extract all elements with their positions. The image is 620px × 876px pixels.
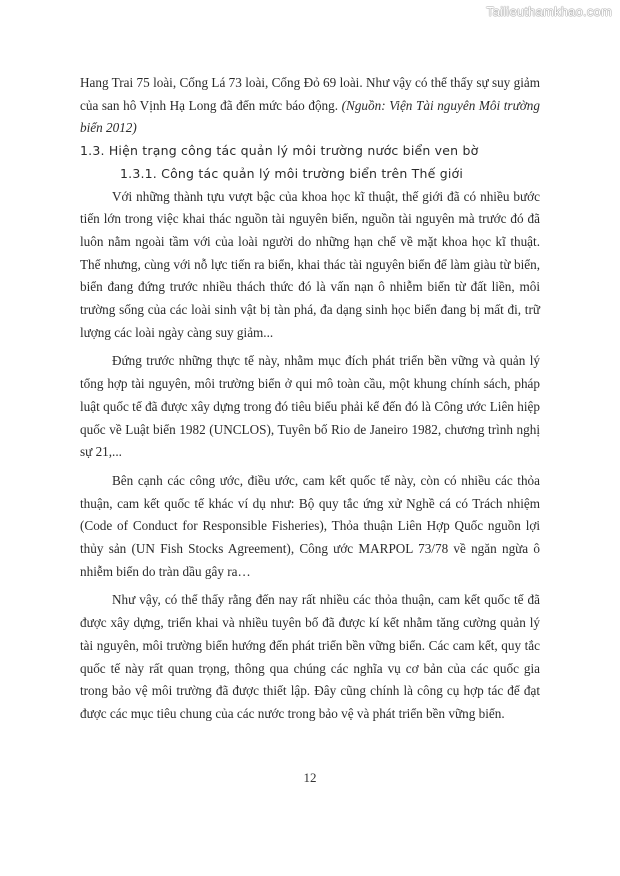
watermark: Tailieuthamkhao.com [486,4,612,19]
source-citation: (Nguồn: Viện Tài nguyên Môi trường biển 2012) [80,97,540,136]
page-number: 12 [303,770,317,785]
subsection-heading: 1.3.1. Công tác quản lý môi trường biển trên Thế giới [120,165,464,181]
page-content [80,72,540,726]
body-paragraph: Đứng trước những thực tế này, nhằm mục đích phát triển bền vững và quản lý tổng hợp tài nguyên, môi trường biển ở qui mô toàn cầu, một khung chính sách, pháp luật quốc tế đã được xây dựng trong đó tiêu biểu phải kể đến đó là Công ước Liên hiệp quốc về Luật biển 1982 (UNCLOS), Tuyên bố Rio de Janeiro 1982, chương trình nghị sự 21,... [80,353,540,460]
body-paragraph: Bên cạnh các công ước, điều ước, cam kết quốc tế này, còn có nhiều các thỏa thuận, cam kết quốc tế khác ví dụ như: Bộ quy tắc ứng xử Nghề cá có Trách nhiệm (Code of Conduct for Responsible Fisheries), Thỏa thuận Liên Hợp Quốc nguồn lợi thủy sản (UN Fish Stocks Agreement), Công ước MARPOL 73/78 về ngăn ngừa ô nhiễm biển do tràn dầu gây ra… [80,472,540,579]
body-paragraph: Với những thành tựu vượt bậc của khoa học kĩ thuật, thế giới đã có nhiều bước tiến lớn trong việc khai thác nguồn tài nguyên biển, nguồn tài nguyên mà trước đó đã luôn nằm ngoài tầm với của loài người do những hạn chế về mặt khoa học kĩ thuật. Thế nhưng, cùng với nỗ lực tiến ra biển, khai thác tài nguyên biển để làm giàu từ biển, biển đang đứng trước nhiều thách thức đó là vấn nạn ô nhiễm biển từ đất liền, môi trường sống của các loài sinh vật bị tàn phá, đa dạng sinh học biển đang bị mất đi, trữ lượng các loài ngày càng suy giảm... [80,188,540,340]
intro-text: Hang Trai 75 loài, Cống Lá 73 loài, Cống Đỏ 69 loài. Như vậy có thể thấy sự suy giảm của san hô Vịnh Hạ Long đã đến mức báo động. [80,75,540,113]
section-heading: 1.3. Hiện trạng công tác quản lý môi trường nước biển ven bờ [80,143,479,159]
intro-paragraph [80,72,540,140]
body-paragraph: Như vậy, có thể thấy rằng đến nay rất nhiều các thỏa thuận, cam kết quốc tế đã được xây dựng, triển khai và nhiều tuyên bố đã được kí kết nhằm tăng cường quản lý tài nguyên, môi trường biển hướng đến phát triển bền vững biển. Các cam kết, quy tắc quốc tế này rất quan trọng, thông qua chúng các nghĩa vụ cơ bản của các quốc gia trong bảo vệ môi trường đã được thiết lập. Đây cũng chính là công cụ hợp tác để đạt được các mục tiêu chung của các nước trong bảo vệ và phát triển bền vững biển. [80,592,540,721]
